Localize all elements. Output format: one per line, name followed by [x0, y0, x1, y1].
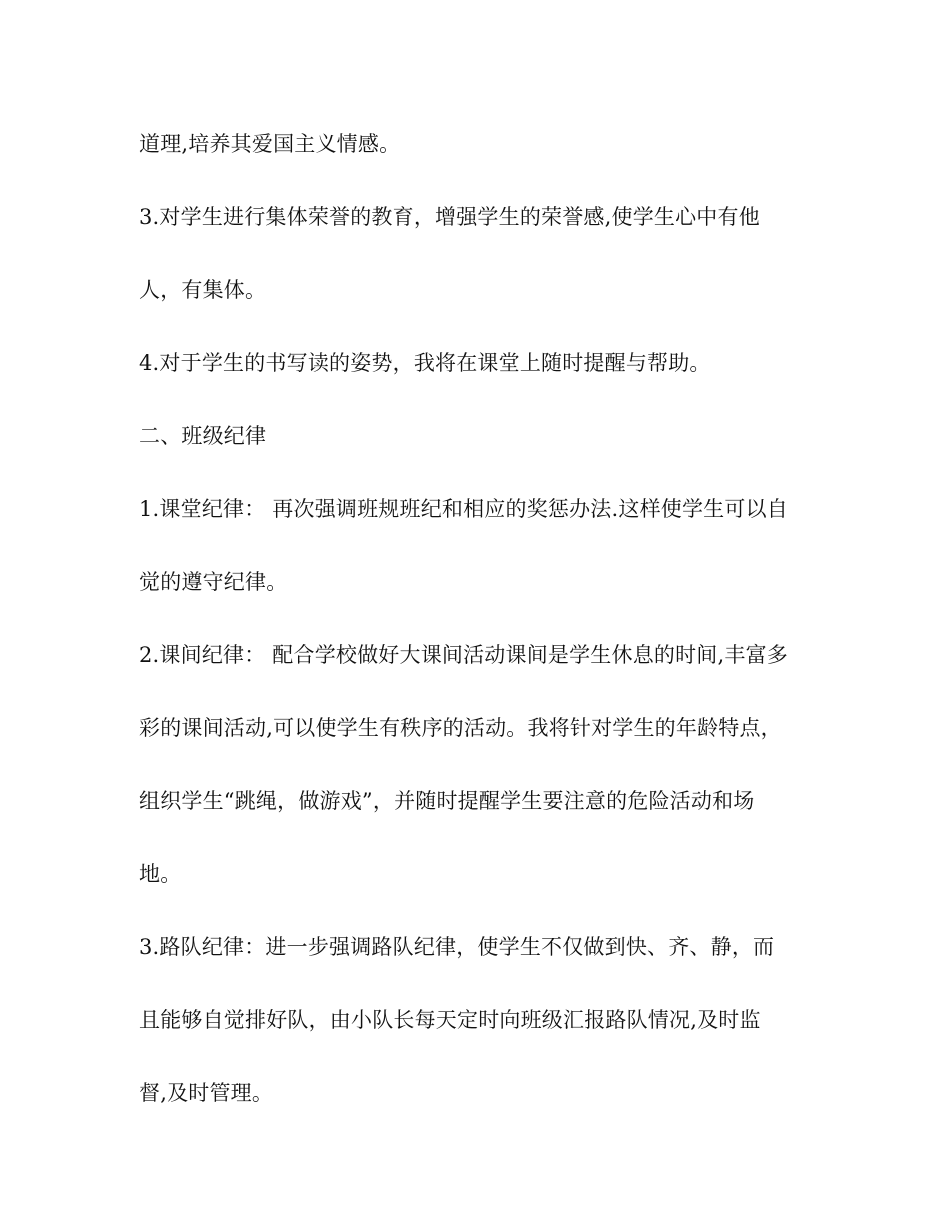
section-heading: 二、班级纪律	[139, 424, 267, 448]
text-line: 3.对学生进行集体荣誉的教育，增强学生的荣誉感,使学生心中有他	[139, 205, 760, 229]
text-line: 觉的遵守纪律。	[139, 570, 288, 594]
text-line: 道理,培养其爱国主义情感。	[139, 132, 401, 156]
text-line: 3.路队纪律：进一步强调路队纪律，使学生不仅做到快、齐、静，而	[139, 935, 775, 959]
text-line: 彩的课间活动,可以使学生有秩序的活动。我将针对学生的年龄特点，	[139, 716, 782, 740]
text-line: 且能够自觉排好队，由小队长每天定时向班级汇报路队情况,及时监	[139, 1008, 761, 1032]
text-line: 2.课间纪律： 配合学校做好大课间活动课间是学生休息的时间,丰富多	[139, 643, 788, 667]
text-line: 人，有集体。	[139, 278, 267, 302]
text-line: 1.课堂纪律： 再次强调班规班纪和相应的奖惩办法.这样使学生可以自	[139, 497, 788, 521]
text-line: 督,及时管理。	[139, 1081, 274, 1105]
text-line: 4.对于学生的书写读的姿势，我将在课堂上随时提醒与帮助。	[139, 351, 711, 375]
text-line: 地。	[139, 862, 182, 886]
text-line: 组织学生“跳绳，做游戏”，并随时提醒学生要注意的危险活动和场	[139, 789, 755, 813]
